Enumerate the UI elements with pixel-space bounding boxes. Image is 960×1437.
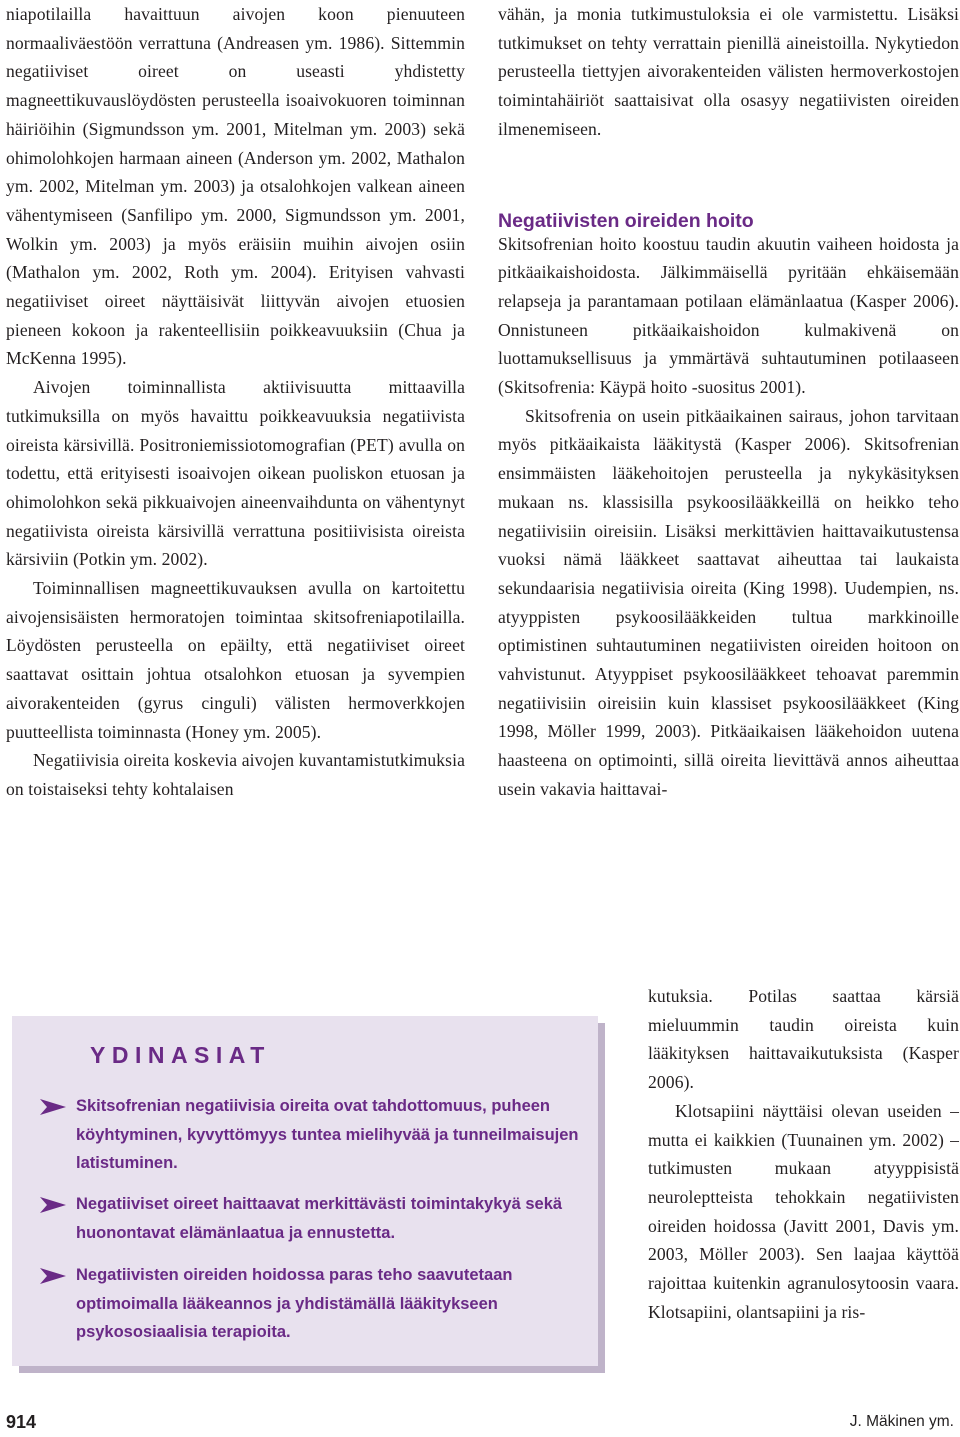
key-points-heading: YDINASIAT bbox=[90, 1042, 271, 1068]
right-column-narrow bbox=[648, 982, 959, 1326]
section-heading: Negatiivisten oireiden hoito bbox=[498, 210, 754, 232]
body-paragraph: Skitsofrenian hoito koostuu taudin akuutin vaiheen hoidosta ja pitkäaikaishoidosta. Jälkimmäisellä pyritään ehkäisemään relapseja ja parantamaan potilaan elämänlaatua (Kasper 2006). Onnistuneen pitkäaikaishoidon kulmakivenä on luottamuksellisuus ja ymmärtävä suhtautuminen potilaaseen (Skitsofrenia: Käypä hoito -suositus 2001). bbox=[498, 233, 959, 398]
key-point-item bbox=[40, 1190, 580, 1247]
body-paragraph: Klotsapiini näyttäisi olevan useiden – mutta ei kaikkien (Tuunainen ym. 2002) – tutkimusten mukaan atyyppisistä neuroleptteista tehokkain negatiivisten oireiden hoidossa (Javitt 2001, Davis ym. 2003, Möller 2003). Sen laajaa käyttöä rajoittaa kuitenkin agranulosytoosin vaara. Klotsapiini, olantsapiini ja ris- bbox=[648, 1100, 959, 1322]
left-column bbox=[6, 0, 465, 804]
key-points-box bbox=[12, 1016, 598, 1366]
arrowhead-bullet-icon bbox=[40, 1197, 66, 1213]
body-paragraph: vähän, ja monia tutkimustuloksia ei ole varmistettu. Lisäksi tutkimukset on tehty verrattain pienillä aineistoilla. Nykytiedon perusteella tiettyjen aivorakenteiden välisten hermoverkostojen toimintahäiriöt saattaisivat olla osasyy negatiivisten oireiden ilmenemiseen. bbox=[498, 4, 959, 139]
body-paragraph: Toiminnallisen magneettikuvauksen avulla on kartoitettu aivojensisäisten hermoratojen toimintaa skitsofreniapotilailla. Löydösten perusteella on epäilty, että negatiiviset oireet saattavat osittain johtua otsalohkon etuosan ja syvempien aivorakenteiden (gyrus cinguli) välisten hermoverkkojen puutteellista toiminnasta (Honey ym. 2005). bbox=[6, 578, 465, 742]
key-point-item bbox=[40, 1261, 580, 1347]
body-paragraph: niapotilailla havaittuun aivojen koon pienuuteen normaaliväestöön verrattuna (Andreasen ym. 1986). Sittemmin negatiiviset oireet on useasti yhdistetty magneettikuvauslöydösten perusteella isoaivokuoren toiminnan häiriöihin (Sigmundsson ym. 2001, Mitelman ym. 2003) sekä ohimolohkojen harmaan aineen (Anderson ym. 2002, Mathalon ym. 2002, Mitelman ym. 2003) ja otsalohkojen valkean aineen vähentymiseen (Sanfilipo ym. 2000, Sigmundsson ym. 2001, Wolkin ym. 2003) ja myös eräisiin muihin aivojen osiin (Mathalon ym. 2002, Roth ym. 2004). Erityisen vahvasti negatiiviset oireet näyttäisivät liittyvän aivojen etuosien pieneen kokoon ja rakenteellisiin poikkeavuuksiin (Chua ja McKenna 1995). bbox=[6, 4, 465, 369]
key-point-text: Negatiivisten oireiden hoidossa paras teho saavutetaan optimoimalla lääkeannos ja yhdistämällä lääkitykseen psykososiaalisia terapioita. bbox=[76, 1266, 513, 1341]
page-number: 914 bbox=[6, 1412, 37, 1432]
key-point-text: Negatiiviset oireet haittaavat merkittävästi toimintakykyä sekä huonontavat elämänlaatua ja ennustetta. bbox=[76, 1195, 563, 1242]
arrowhead-bullet-icon bbox=[40, 1099, 66, 1115]
running-author: J. Mäkinen ym. bbox=[849, 1413, 954, 1430]
key-point-text: Skitsofrenian negatiivisia oireita ovat tahdottomuus, puheen köyhtyminen, kyvyttömyys tuntea mielihyvää ja tunneilmaisujen latistuminen. bbox=[76, 1097, 579, 1172]
body-paragraph: Skitsofrenia on usein pitkäaikainen sairaus, johon tarvitaan myös pitkäaikaista lääkitystä (Kasper 2006). Skitsofrenian ensimmäisten lääkehoitojen perusteella ja nykykäsityksen mukaan ns. klassisilla psykoosilääkkeillä on heikko teho negatiivisiin oireisiin. Lisäksi merkittävien haittavaikutustensa vuoksi nämä lääkkeet saattavat aiheuttaa tai laukaista sekundaarisia negatiivisia oireita (King 1998). Uudempien, ns. atyyppisten psykoosilääkkeiden tultua markkinoille optimistinen suhtautuminen negatiivisten oireiden hoitoon on vahvistunut. Atyyppiset psykoosilääkkeet tehoavat paremmin negatiivisiin oireisiin kuin klassiset psykoosilääkkeet (King 1998, Möller 1999, 2003). Pitkäaikaisen lääkehoidon uutena haasteena on optimointi, sillä oireita lievittävä annos aiheuttaa usein vakavia haittavai- bbox=[498, 405, 959, 799]
body-paragraph: Negatiivisia oireita koskevia aivojen kuvantamistutkimuksia on toistaiseksi tehty kohtalaisen bbox=[6, 750, 465, 799]
body-paragraph: Aivojen toiminnallista aktiivisuutta mittaavilla tutkimuksilla on myös havaittu poikkeavuuksia negatiivista oireista kärsivillä. Positroniemissiotomografian (PET) avulla on todettu, että erityisesti isoaivojen oikean puoliskon etuosan ja ohimolohkon sekä pikkuaivojen aineenvaihdunta on vähentynyt negatiivista oireista kärsivillä verrattuna positiivisista oireista kärsiviin (Potkin ym. 2002). bbox=[6, 377, 465, 570]
right-column bbox=[498, 0, 959, 804]
key-point-item bbox=[40, 1092, 580, 1178]
arrowhead-bullet-icon bbox=[40, 1268, 66, 1284]
body-paragraph: kutuksia. Potilas saattaa kärsiä mieluummin taudin oireista kuin lääkityksen haittavaikutuksista (Kasper 2006). bbox=[648, 986, 959, 1093]
